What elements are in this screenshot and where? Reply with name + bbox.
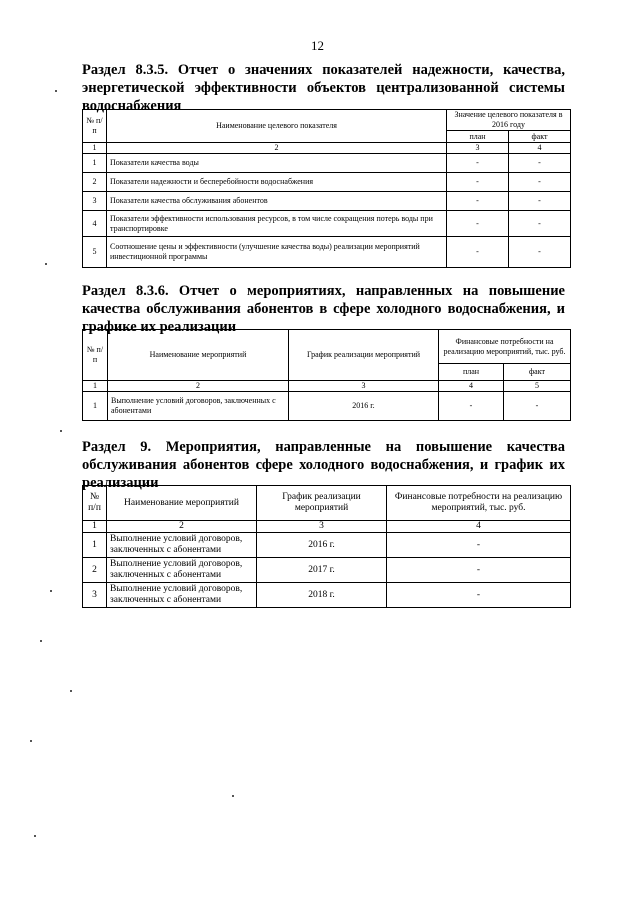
scan-speck <box>232 795 234 797</box>
index-cell: 4 <box>387 521 571 533</box>
row-plan: - <box>439 392 504 421</box>
row-fact: - <box>504 392 571 421</box>
table-row <box>83 237 571 268</box>
header-finance: Финансовые потребности на реализацию мероприятий, тыс. руб. <box>439 330 571 364</box>
row-fact: - <box>509 237 571 268</box>
index-cell: 3 <box>257 521 387 533</box>
row-schedule: 2016 г. <box>289 392 439 421</box>
index-cell: 2 <box>107 521 257 533</box>
index-cell: 5 <box>504 381 571 392</box>
header-indicator-name: Наименование целевого показателя <box>107 110 447 143</box>
section-835-heading: Раздел 8.3.5. Отчет о значениях показателей надежности, качества, энергетической эффективности объектов централизованной системы водоснабжения <box>82 62 565 114</box>
row-name: Выполнение условий договоров, заключенных с абонентами <box>107 558 257 583</box>
header-measure-name: Наименование мероприятий <box>107 486 257 521</box>
scan-speck <box>30 740 32 742</box>
row-plan: - <box>447 211 509 237</box>
index-cell: 3 <box>447 143 509 154</box>
section-9-table <box>82 485 571 608</box>
row-plan: - <box>447 173 509 192</box>
table-row <box>83 583 571 608</box>
table-row <box>83 154 571 173</box>
row-fact: - <box>509 173 571 192</box>
index-cell: 1 <box>83 381 108 392</box>
header-num: № п/п <box>83 486 107 521</box>
row-num: 2 <box>83 173 107 192</box>
row-schedule: 2016 г. <box>257 533 387 558</box>
header-finance: Финансовые потребности на реализацию мероприятий, тыс. руб. <box>387 486 571 521</box>
row-plan: - <box>447 154 509 173</box>
row-num: 2 <box>83 558 107 583</box>
scan-speck <box>70 690 72 692</box>
table-header-row <box>83 110 571 131</box>
row-num: 1 <box>83 154 107 173</box>
scan-speck <box>60 430 62 432</box>
row-name: Соотношение цены и эффективности (улучшение качества воды) реализации мероприятий инвестиционной программы <box>107 237 447 268</box>
row-finance: - <box>387 533 571 558</box>
header-measure-name: Наименование мероприятий <box>108 330 289 381</box>
header-num: № п/п <box>83 110 107 143</box>
header-num: № п/п <box>83 330 108 381</box>
row-name: Показатели качества обслуживания абонентов <box>107 192 447 211</box>
table-index-row <box>83 381 571 392</box>
scan-speck <box>40 640 42 642</box>
scan-speck <box>55 90 57 92</box>
row-fact: - <box>509 154 571 173</box>
table-row <box>83 211 571 237</box>
row-num: 1 <box>83 392 108 421</box>
header-target-value: Значение целевого показателя в 2016 году <box>447 110 571 131</box>
index-cell: 2 <box>108 381 289 392</box>
row-num: 1 <box>83 533 107 558</box>
index-cell: 2 <box>107 143 447 154</box>
scan-speck <box>34 835 36 837</box>
scan-speck <box>45 263 47 265</box>
table-row <box>83 392 571 421</box>
row-num: 5 <box>83 237 107 268</box>
row-schedule: 2017 г. <box>257 558 387 583</box>
header-fact: факт <box>504 364 571 381</box>
index-cell: 4 <box>509 143 571 154</box>
row-name: Выполнение условий договоров, заключенных с абонентами <box>107 533 257 558</box>
row-name: Показатели качества воды <box>107 154 447 173</box>
row-plan: - <box>447 237 509 268</box>
index-cell: 3 <box>289 381 439 392</box>
section-836-table <box>82 329 571 421</box>
index-cell: 4 <box>439 381 504 392</box>
row-num: 3 <box>83 583 107 608</box>
table-row <box>83 533 571 558</box>
table-row <box>83 192 571 211</box>
row-plan: - <box>447 192 509 211</box>
scan-speck <box>50 590 52 592</box>
table-index-row <box>83 521 571 533</box>
table-header-row <box>83 486 571 521</box>
index-cell: 1 <box>83 143 107 154</box>
page-number: 12 <box>311 38 324 53</box>
table-index-row <box>83 143 571 154</box>
section-835-table <box>82 109 571 268</box>
table-row <box>83 558 571 583</box>
row-finance: - <box>387 558 571 583</box>
row-finance: - <box>387 583 571 608</box>
row-fact: - <box>509 192 571 211</box>
row-name: Показатели эффективности использования ресурсов, в том числе сокращения потерь воды при транспортировке <box>107 211 447 237</box>
row-name: Выполнение условий договоров, заключенных с абонентами <box>107 583 257 608</box>
section-836-heading: Раздел 8.3.6. Отчет о мероприятиях, направленных на повышение качества обслуживания абонентов в сфере холодного водоснабжения, и графике их реализации <box>82 283 565 335</box>
table-row <box>83 173 571 192</box>
header-plan: план <box>447 131 509 143</box>
header-fact: факт <box>509 131 571 143</box>
table-header-row <box>83 330 571 364</box>
row-num: 4 <box>83 211 107 237</box>
header-schedule: График реализации мероприятий <box>289 330 439 381</box>
index-cell: 1 <box>83 521 107 533</box>
row-schedule: 2018 г. <box>257 583 387 608</box>
header-schedule: График реализации мероприятий <box>257 486 387 521</box>
row-name: Показатели надежности и бесперебойности водоснабжения <box>107 173 447 192</box>
row-name: Выполнение условий договоров, заключенных с абонентами <box>108 392 289 421</box>
header-plan: план <box>439 364 504 381</box>
row-num: 3 <box>83 192 107 211</box>
row-fact: - <box>509 211 571 237</box>
section-9-heading: Раздел 9. Мероприятия, направленные на повышение качества обслуживания абонентов сфере холодного водоснабжения, и график их реализации <box>82 439 565 491</box>
